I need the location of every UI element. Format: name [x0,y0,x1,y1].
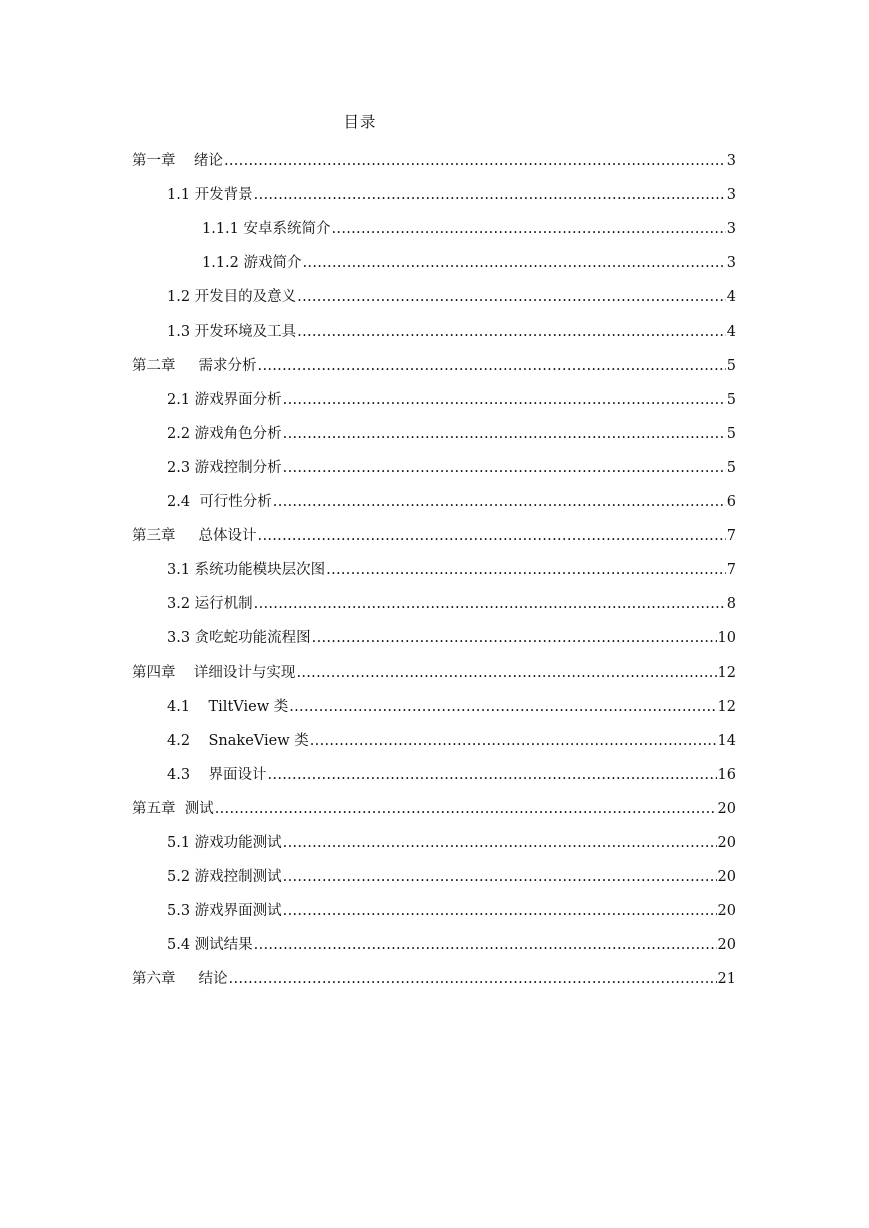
toc-entry[interactable] [167,926,736,956]
dot-leader [326,559,726,581]
toc-entry-page-number: 20 [717,800,736,817]
toc-entry[interactable] [167,176,736,206]
dot-leader [215,798,717,820]
toc-entry-page-number: 8 [726,596,736,613]
dot-leader [224,150,726,172]
toc-entry-label: 3.2 运行机制 [167,596,253,613]
toc-entry[interactable] [132,654,736,684]
toc-entry-label: 5.4 测试结果 [167,937,253,954]
toc-entry[interactable] [167,449,736,479]
dot-leader [283,389,726,411]
toc-entry-label: 1.2 开发目的及意义 [167,289,297,306]
dot-leader [254,184,726,206]
toc-entry-page-number: 6 [726,494,736,510]
dot-leader [289,696,716,718]
dot-leader [332,218,726,240]
toc-entry[interactable] [132,960,736,990]
toc-entry-label: 第四章 详细设计与实现 [132,664,296,681]
toc-entry-label: 4.1 TiltView 类 [167,698,289,715]
toc-entry[interactable] [167,756,736,786]
dot-leader [283,423,726,445]
dot-leader [229,968,717,990]
toc-entry-page-number: 10 [717,630,736,647]
toc-entry-page-number: 20 [717,937,736,954]
toc-entry-label: 4.3 界面设计 [167,766,267,783]
toc-entry-label: 3.1 系统功能模块层次图 [167,562,326,579]
toc-entry-label: 5.2 游戏控制测试 [167,869,282,886]
toc-entry[interactable] [202,210,736,240]
toc-entry-page-number: 3 [726,221,736,238]
dot-leader [283,900,717,922]
toc-entry-page-number: 5 [726,459,736,476]
toc-entry-label: 第一章 绪论 [132,153,223,169]
toc-entry-page-number: 3 [726,153,736,169]
dot-leader [296,662,716,684]
toc-entry[interactable] [167,278,736,308]
dot-leader [297,286,726,308]
toc-entry[interactable] [167,688,736,718]
toc-entry-page-number: 16 [717,766,736,783]
toc-entry-page-number: 12 [717,698,736,715]
toc-entry-label: 1.1.1 安卓系统简介 [202,221,331,238]
dot-leader [303,252,726,274]
toc-entry-page-number: 20 [717,903,736,920]
toc-entry-label: 2.4 可行性分析 [167,494,272,510]
toc-entry-label: 5.3 游戏界面测试 [167,903,282,920]
toc-entry-label: 2.3 游戏控制分析 [167,459,282,476]
toc-entry-label: 2.1 游戏界面分析 [167,391,282,408]
toc-entry[interactable] [167,892,736,922]
toc-entry[interactable] [167,483,736,513]
toc-entry[interactable] [167,858,736,888]
toc-entry[interactable] [167,381,736,411]
toc-entry-page-number: 20 [717,835,736,851]
toc-entry-page-number: 21 [717,971,736,988]
dot-leader [254,934,717,956]
dot-leader [268,764,717,786]
toc-entry[interactable] [132,790,736,820]
toc-entry-page-number: 4 [726,289,736,306]
dot-leader [283,457,726,479]
toc-entry[interactable] [202,244,736,274]
dot-leader [312,627,717,649]
toc-entry[interactable] [167,619,736,649]
toc-entry-page-number: 5 [726,357,736,374]
toc-entry-label: 第二章 需求分析 [132,357,257,374]
toc-entry-page-number: 14 [717,732,736,749]
toc-entry-label: 5.1 游戏功能测试 [167,835,282,851]
toc-entry[interactable] [132,347,736,377]
toc-entry-page-number: 4 [726,323,736,340]
dot-leader [254,593,726,615]
toc-entry-label: 第三章 总体设计 [132,528,257,545]
toc-entry-page-number: 3 [726,187,736,204]
dot-leader [283,866,717,888]
toc-entry-label: 1.3 开发环境及工具 [167,323,297,340]
toc-entry[interactable] [167,415,736,445]
toc-entry[interactable] [167,722,736,752]
toc-entry-label: 3.3 贪吃蛇功能流程图 [167,630,311,647]
toc-entry-page-number: 3 [726,255,736,272]
toc-entry-page-number: 20 [717,869,736,886]
toc-entry-label: 第五章 测试 [132,800,214,817]
toc-entry[interactable] [167,551,736,581]
toc-entry-page-number: 5 [726,425,736,442]
dot-leader [273,491,726,513]
dot-leader [310,730,717,752]
toc-entry-label: 第六章 结论 [132,971,228,988]
toc-entry-label: 1.1 开发背景 [167,187,253,204]
dot-leader [297,321,726,343]
toc-entry-page-number: 7 [726,528,736,545]
dot-leader [258,355,726,377]
toc-entry[interactable] [132,142,736,172]
toc-entry-page-number: 7 [726,562,736,579]
toc-entry-label: 4.2 SnakeView 类 [167,732,309,749]
toc-entry-page-number: 5 [726,391,736,408]
dot-leader [258,525,726,547]
dot-leader [283,832,717,854]
toc-entry[interactable] [132,517,736,547]
toc-entry-label: 2.2 游戏角色分析 [167,425,282,442]
toc-entry[interactable] [167,313,736,343]
toc-entry[interactable] [167,585,736,615]
toc-entry-page-number: 12 [717,664,736,681]
toc-entry-label: 1.1.2 游戏简介 [202,255,302,272]
toc-title: 目录 [343,113,377,131]
toc-entry[interactable] [167,824,736,854]
